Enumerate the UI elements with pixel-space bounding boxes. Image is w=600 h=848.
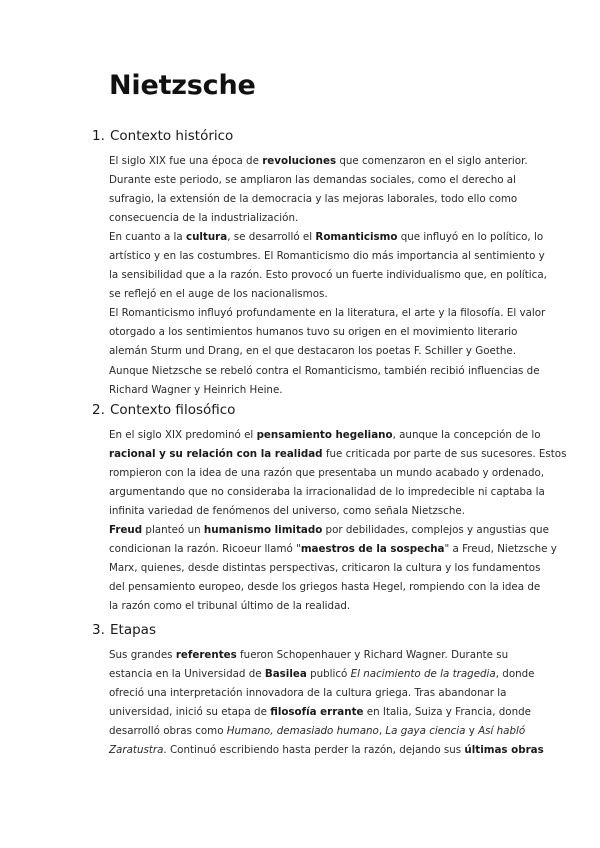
text-run: consecuencia de la industrialización.: [109, 212, 299, 225]
text-run: universidad, inició su etapa de: [109, 706, 271, 719]
bold-text: revoluciones: [262, 155, 337, 167]
text-run: planteó un: [142, 524, 204, 537]
italic-text: Humano, demasiado humano: [226, 725, 379, 738]
text-run: en Italia, Suiza y Francia, donde: [363, 706, 532, 719]
text-line: [109, 152, 529, 171]
text-run: y: [465, 725, 479, 738]
text-run: Durante este periodo, se ampliaron las demandas sociales, como el derecho al: [109, 174, 516, 187]
text-line: [109, 445, 567, 464]
text-run: fueron Schopenhauer y Richard Wagner. Durante su: [236, 649, 509, 661]
text-line: [109, 646, 529, 665]
text-line: [109, 502, 529, 521]
text-line: [109, 597, 529, 616]
bold-text: maestros de la sospecha: [300, 543, 445, 556]
text-run: que comenzaron en el siglo anterior.: [336, 155, 528, 167]
text-run: que influyó en lo político, lo: [397, 231, 544, 244]
section-title: Etapas: [110, 622, 156, 638]
text-run: alemán Sturm und Drang, en el que destacaron los poetas F. Schiller y Goethe.: [109, 345, 517, 358]
text-run: se reflejó en el auge de los nacionalismos.: [109, 288, 328, 301]
bold-text: Basilea: [264, 668, 307, 681]
text-line: [109, 559, 541, 578]
text-run: ofreció una interpretación innovadora de la cultura griega. Tras abandonar la: [109, 687, 507, 700]
section-title: Contexto filosófico: [110, 402, 236, 418]
text-line: [109, 304, 546, 323]
text-run: argumentando que no consideraba la irracionalidad de lo impredecible ni captaba la: [109, 486, 545, 499]
text-line: [109, 190, 529, 209]
text-run: , donde: [495, 668, 535, 681]
text-run: , aunque la concepción de lo: [392, 429, 541, 441]
italic-text: La gaya ciencia: [385, 725, 466, 738]
text-run: Aunque Nietzsche se rebeló contra el Romanticismo, también recibió influencias de: [109, 364, 540, 377]
text-run: condicionan la razón. Ricoeur llamó ": [109, 543, 301, 556]
bold-text: cultura: [185, 231, 228, 244]
text-run: otorgado a los sentimientos humanos tuvo su origen en el movimiento literario: [109, 326, 518, 339]
text-run: sufragio, la extensión de la democracia y las mejoras laborales, todo ello como: [109, 193, 518, 206]
bold-text: Freud: [109, 524, 143, 537]
bold-text: referentes: [175, 649, 237, 661]
bold-text: racional y su relación con la realidad: [109, 448, 323, 461]
text-run: El Romanticismo influyó profundamente en la literatura, el arte y la filosofía. El valor: [109, 307, 546, 320]
bold-text: pensamiento hegeliano: [256, 429, 393, 441]
text-run: desarrolló obras como: [109, 725, 227, 738]
text-run: " a Freud, Nietzsche y: [444, 543, 557, 556]
italic-text: Así habló: [478, 725, 526, 738]
text-line: [109, 578, 541, 597]
text-run: la razón como el tribunal último de la realidad.: [109, 600, 351, 613]
text-line: [109, 323, 529, 342]
text-run: . Continuó escribiendo hasta perder la razón, dejando sus: [163, 744, 465, 757]
text-line: [109, 426, 541, 445]
section-body: [109, 152, 547, 400]
text-line: [109, 209, 529, 228]
text-line: [109, 665, 535, 684]
text-line: [109, 540, 557, 559]
text-line: [109, 741, 544, 760]
text-line: [109, 703, 532, 722]
section-title: Contexto histórico: [110, 128, 234, 144]
page-title: Nietzsche: [109, 70, 256, 101]
text-run: Marx, quienes, desde distintas perspectivas, criticaron la cultura y los fundamentos: [109, 562, 541, 575]
text-line: [109, 722, 529, 741]
text-run: fue criticada por parte de sus sucesores. Estos: [322, 448, 567, 461]
text-run: artístico y en las costumbres. El Romanticismo dio más importancia al sentimiento y: [109, 250, 545, 263]
text-line: [109, 266, 547, 285]
bold-text: últimas obras: [464, 744, 544, 757]
bold-text: humanismo limitado: [203, 524, 323, 537]
italic-text: El nacimiento de la tragedia: [350, 668, 496, 681]
text-run: del pensamiento europeo, desde los griegos hasta Hegel, rompiendo con la idea de: [109, 581, 541, 594]
text-line: [109, 381, 529, 400]
section-heading-etapas: [92, 622, 156, 638]
section-heading-contexto-filosofico: [92, 402, 235, 418]
text-run: En cuanto a la: [109, 231, 186, 244]
section-number: 3.: [92, 622, 105, 638]
text-run: El siglo XIX fue una época de: [109, 155, 263, 167]
text-run: ,: [378, 725, 386, 738]
text-run: por debilidades, complejos y angustias que: [322, 524, 549, 537]
bold-text: Romanticismo: [315, 231, 398, 244]
text-line: [109, 362, 540, 381]
text-line: [109, 171, 529, 190]
italic-text: Zaratustra: [109, 744, 164, 757]
section-number: 2.: [92, 402, 105, 418]
text-line: [109, 464, 545, 483]
text-run: la sensibilidad que a la razón. Esto provocó un fuerte individualismo que, en política,: [109, 269, 547, 282]
text-line: [109, 483, 545, 502]
text-run: Sus grandes: [109, 649, 176, 661]
text-line: [109, 228, 544, 247]
text-run: publicó: [306, 668, 351, 681]
section-body: [109, 426, 567, 616]
text-line: [109, 247, 545, 266]
text-run: infinita variedad de fenómenos del universo, como señala Nietzsche.: [109, 505, 465, 518]
text-run: , se desarrolló el: [227, 231, 316, 244]
text-line: [109, 684, 529, 703]
section-number: 1.: [92, 128, 105, 144]
bold-text: filosofía errante: [270, 706, 364, 719]
section-heading-contexto-historico: [92, 128, 233, 144]
text-run: En el siglo XIX predominó el: [109, 429, 257, 441]
text-run: estancia en la Universidad de: [109, 668, 265, 681]
text-run: rompieron con la idea de una razón que presentaba un mundo acabado y ordenado,: [109, 467, 545, 480]
text-line: [109, 342, 529, 361]
section-body: [109, 646, 544, 760]
text-line: [109, 285, 529, 304]
text-run: Richard Wagner y Heinrich Heine.: [109, 383, 283, 396]
text-line: [109, 521, 549, 540]
